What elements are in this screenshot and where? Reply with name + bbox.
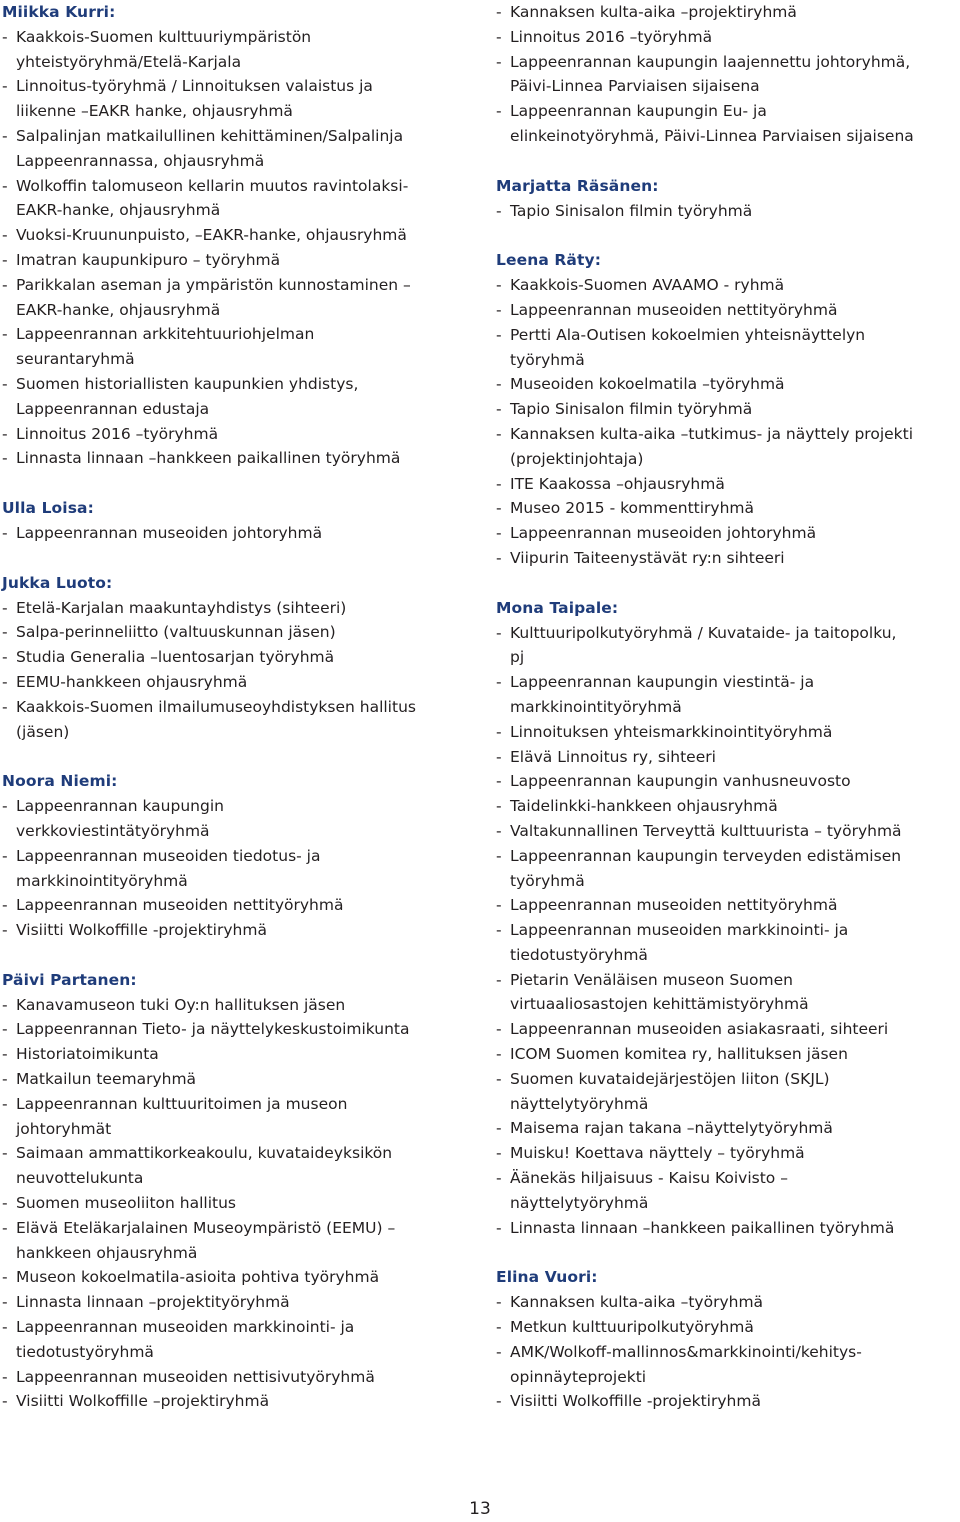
role-item: - Lappeenrannan arkkitehtuuriohjelman [2,322,472,347]
role-item: - Pietarin Venäläisen museon Suomen [496,968,958,993]
role-item: - Salpa-perinneliitto (valtuuskunnan jäsen) [2,620,472,645]
role-item: - Valtakunnallinen Terveyttä kulttuurista – työryhmä [496,819,958,844]
role-item: - Suomen kuvataidejärjestöjen liiton (SKJL) [496,1067,958,1092]
role-item-continuation: elinkeinotyöryhmä, Päivi-Linnea Parviaisen sijaisena [510,126,914,145]
person-name: Ulla Loisa: [2,499,94,518]
role-item: - Tapio Sinisalon filmin työryhmä [496,397,958,422]
role-item: - Historiatoimikunta [2,1042,472,1067]
role-item-continuation: markkinointityöryhmä [16,871,188,890]
role-item: - Elävä Eteläkarjalainen Museoympäristö (EEMU) – [2,1216,472,1241]
person-name: Leena Räty: [496,251,601,270]
role-item: - Lappeenrannan museoiden tiedotus- ja [2,844,472,869]
role-item: - Kannaksen kulta-aika –projektiryhmä [496,0,958,25]
person-name: Mona Taipale: [496,598,619,617]
role-item: - Kaakkois-Suomen kulttuuriympäristön [2,25,472,50]
role-item: - Kaakkois-Suomen AVAAMO - ryhmä [496,273,958,298]
role-item: - Linnoituksen yhteismarkkinointityöryhmä [496,720,958,745]
role-item: - Lappeenrannan museoiden nettityöryhmä [496,893,958,918]
role-item: - Museon kokoelmatila-asioita pohtiva työryhmä [2,1265,472,1290]
role-item-continuation: tiedotustyöryhmä [16,1342,154,1361]
person-name: Jukka Luoto: [2,573,113,592]
person-name: Noora Niemi: [2,772,118,791]
role-item: - Muisku! Koettava näyttely – työryhmä [496,1141,958,1166]
role-item-continuation: Päivi-Linnea Parviaisen sijaisena [510,77,760,96]
role-item-continuation: EAKR-hanke, ohjausryhmä [16,300,221,319]
person-block-marjatta-rasanen [496,174,958,224]
role-item-continuation: liikenne –EAKR hanke, ohjausryhmä [16,102,293,121]
role-item: - ICOM Suomen komitea ry, hallituksen jäsen [496,1042,958,1067]
role-item: - Lappeenrannan kaupungin [2,794,472,819]
page-number: 13 [469,1499,491,1519]
role-item: - Taidelinkki-hankkeen ohjausryhmä [496,794,958,819]
role-item: - Lappeenrannan museoiden asiakasraati, sihteeri [496,1017,958,1042]
role-item-continuation: hankkeen ohjausryhmä [16,1243,198,1262]
person-name: Miikka Kurri: [2,3,116,21]
role-item: - Lappeenrannan museoiden johtoryhmä [496,521,958,546]
person-block-jukka-luoto [2,571,472,745]
role-item-continuation: seurantaryhmä [16,350,135,369]
role-item: - Kulttuuripolkutyöryhmä / Kuvataide- ja taitopolku, [496,621,958,646]
role-item: - Museo 2015 - kommenttiryhmä [496,496,958,521]
role-item-continuation: (projektinjohtaja) [510,449,644,468]
role-item-continuation: virtuaaliosastojen kehittämistyöryhmä [510,995,809,1014]
role-item: - Imatran kaupunkipuro – työryhmä [2,248,472,273]
role-item: - ITE Kaakossa –ohjausryhmä [496,472,958,497]
role-item-continuation: Lappeenrannan edustaja [16,399,210,418]
person-block-miikka-kurri [2,0,472,471]
role-item: - Viipurin Taiteenystävät ry:n sihteeri [496,546,958,571]
role-item-continuation: Lappeenrannassa, ohjausryhmä [16,151,265,170]
role-item: - Lappeenrannan kaupungin Eu- ja [496,99,958,124]
role-item: - Elävä Linnoitus ry, sihteeri [496,745,958,770]
role-item-continuation: näyttelytyöryhmä [510,1193,649,1212]
role-item-continuation: (jäsen) [16,722,70,741]
role-item: - Lappeenrannan museoiden nettityöryhmä [2,893,472,918]
role-item: - Vuoksi-Kruununpuisto, –EAKR-hanke, ohjausryhmä [2,223,472,248]
person-block-leena-raty [496,248,958,570]
role-item: - Lappeenrannan Tieto- ja näyttelykeskustoimikunta [2,1017,472,1042]
role-item: - AMK/Wolkoff-mallinnos&markkinointi/kehitys- [496,1340,958,1365]
role-item: - Linnasta linnaan –hankkeen paikallinen työryhmä [2,446,472,471]
role-item-continuation: markkinointityöryhmä [510,697,682,716]
person-block-continued [496,0,958,149]
role-item: - Studia Generalia –luentosarjan työryhmä [2,645,472,670]
role-item: - Wolkoffin talomuseon kellarin muutos ravintolaksi- [2,174,472,199]
role-item: - Visiitti Wolkoffille -projektiryhmä [496,1389,958,1414]
role-item-continuation: EAKR-hanke, ohjausryhmä [16,201,221,220]
role-item: - Linnasta linnaan –hankkeen paikallinen työryhmä [496,1216,958,1241]
role-item: - Kannaksen kulta-aika –tutkimus- ja näyttely projekti [496,422,958,447]
role-item-continuation: yhteistyöryhmä/Etelä-Karjala [16,52,242,71]
role-item: - Lappeenrannan kaupungin vanhusneuvosto [496,769,958,794]
role-item: - Lappeenrannan museoiden markkinointi- ja [2,1315,472,1340]
person-block-ulla-loisa [2,496,472,546]
role-item-continuation: johtoryhmät [16,1119,112,1138]
role-item-continuation: verkkoviestintätyöryhmä [16,821,210,840]
role-item: - Lappeenrannan kaupungin viestintä- ja [496,670,958,695]
role-item-continuation: neuvottelukunta [16,1169,144,1188]
role-item: - Visiitti Wolkoffille -projektiryhmä [2,918,472,943]
role-item: - Salpalinjan matkailullinen kehittäminen/Salpalinja [2,124,472,149]
role-item: - Lappeenrannan museoiden nettisivutyöryhmä [2,1365,472,1390]
left-column [2,0,472,1414]
role-item-continuation: työryhmä [510,871,585,890]
role-item: - Lappeenrannan kaupungin terveyden edistämisen [496,844,958,869]
role-item-continuation: tiedotustyöryhmä [510,945,648,964]
person-block-mona-taipale [496,596,958,1241]
role-item-continuation: pj [510,648,525,667]
role-item: - Museoiden kokoelmatila –työryhmä [496,372,958,397]
role-item: - Linnasta linnaan –projektityöryhmä [2,1290,472,1315]
person-block-paivi-partanen [2,968,472,1414]
role-item: - Kannaksen kulta-aika –työryhmä [496,1290,958,1315]
role-item: - Linnoitus 2016 –työryhmä [496,25,958,50]
role-item: - Etelä-Karjalan maakuntayhdistys (sihteeri) [2,596,472,621]
role-item: - Kaakkois-Suomen ilmailumuseoyhdistyksen hallitus [2,695,472,720]
role-item-continuation: työryhmä [510,350,585,369]
person-block-noora-niemi [2,769,472,943]
role-item-continuation: opinnäyteprojekti [510,1367,647,1386]
role-item: - Metkun kulttuuripolkutyöryhmä [496,1315,958,1340]
role-item: - Linnoitus 2016 –työryhmä [2,422,472,447]
person-name: Elina Vuori: [496,1268,598,1287]
role-item: - Lappeenrannan kulttuuritoimen ja museon [2,1092,472,1117]
person-block-elina-vuori [496,1265,958,1414]
role-item: - Linnoitus-työryhmä / Linnoituksen valaistus ja [2,74,472,99]
role-item: - EEMU-hankkeen ohjausryhmä [2,670,472,695]
role-item: - Parikkalan aseman ja ympäristön kunnostaminen – [2,273,472,298]
person-name: Päivi Partanen: [2,970,137,989]
role-item: - Lappeenrannan museoiden johtoryhmä [2,521,472,546]
person-name: Marjatta Räsänen: [496,176,659,195]
right-column [496,0,958,1414]
role-item: - Lappeenrannan museoiden markkinointi- ja [496,918,958,943]
role-item: - Pertti Ala-Outisen kokoelmien yhteisnäyttelyn [496,323,958,348]
role-item: - Lappeenrannan kaupungin laajennettu johtoryhmä, [496,50,958,75]
role-item: - Suomen historiallisten kaupunkien yhdistys, [2,372,472,397]
role-item-continuation: näyttelytyöryhmä [510,1094,649,1113]
role-item: - Tapio Sinisalon filmin työryhmä [496,199,958,224]
role-item: - Maisema rajan takana –näyttelytyöryhmä [496,1116,958,1141]
role-item: - Kanavamuseon tuki Oy:n hallituksen jäsen [2,993,472,1018]
role-item: - Saimaan ammattikorkeakoulu, kuvataideyksikön [2,1141,472,1166]
role-item: - Suomen museoliiton hallitus [2,1191,472,1216]
role-item: - Lappeenrannan museoiden nettityöryhmä [496,298,958,323]
role-item: - Matkailun teemaryhmä [2,1067,472,1092]
role-item: - Äänekäs hiljaisuus - Kaisu Koivisto – [496,1166,958,1191]
role-item: - Visiitti Wolkoffille –projektiryhmä [2,1389,472,1414]
